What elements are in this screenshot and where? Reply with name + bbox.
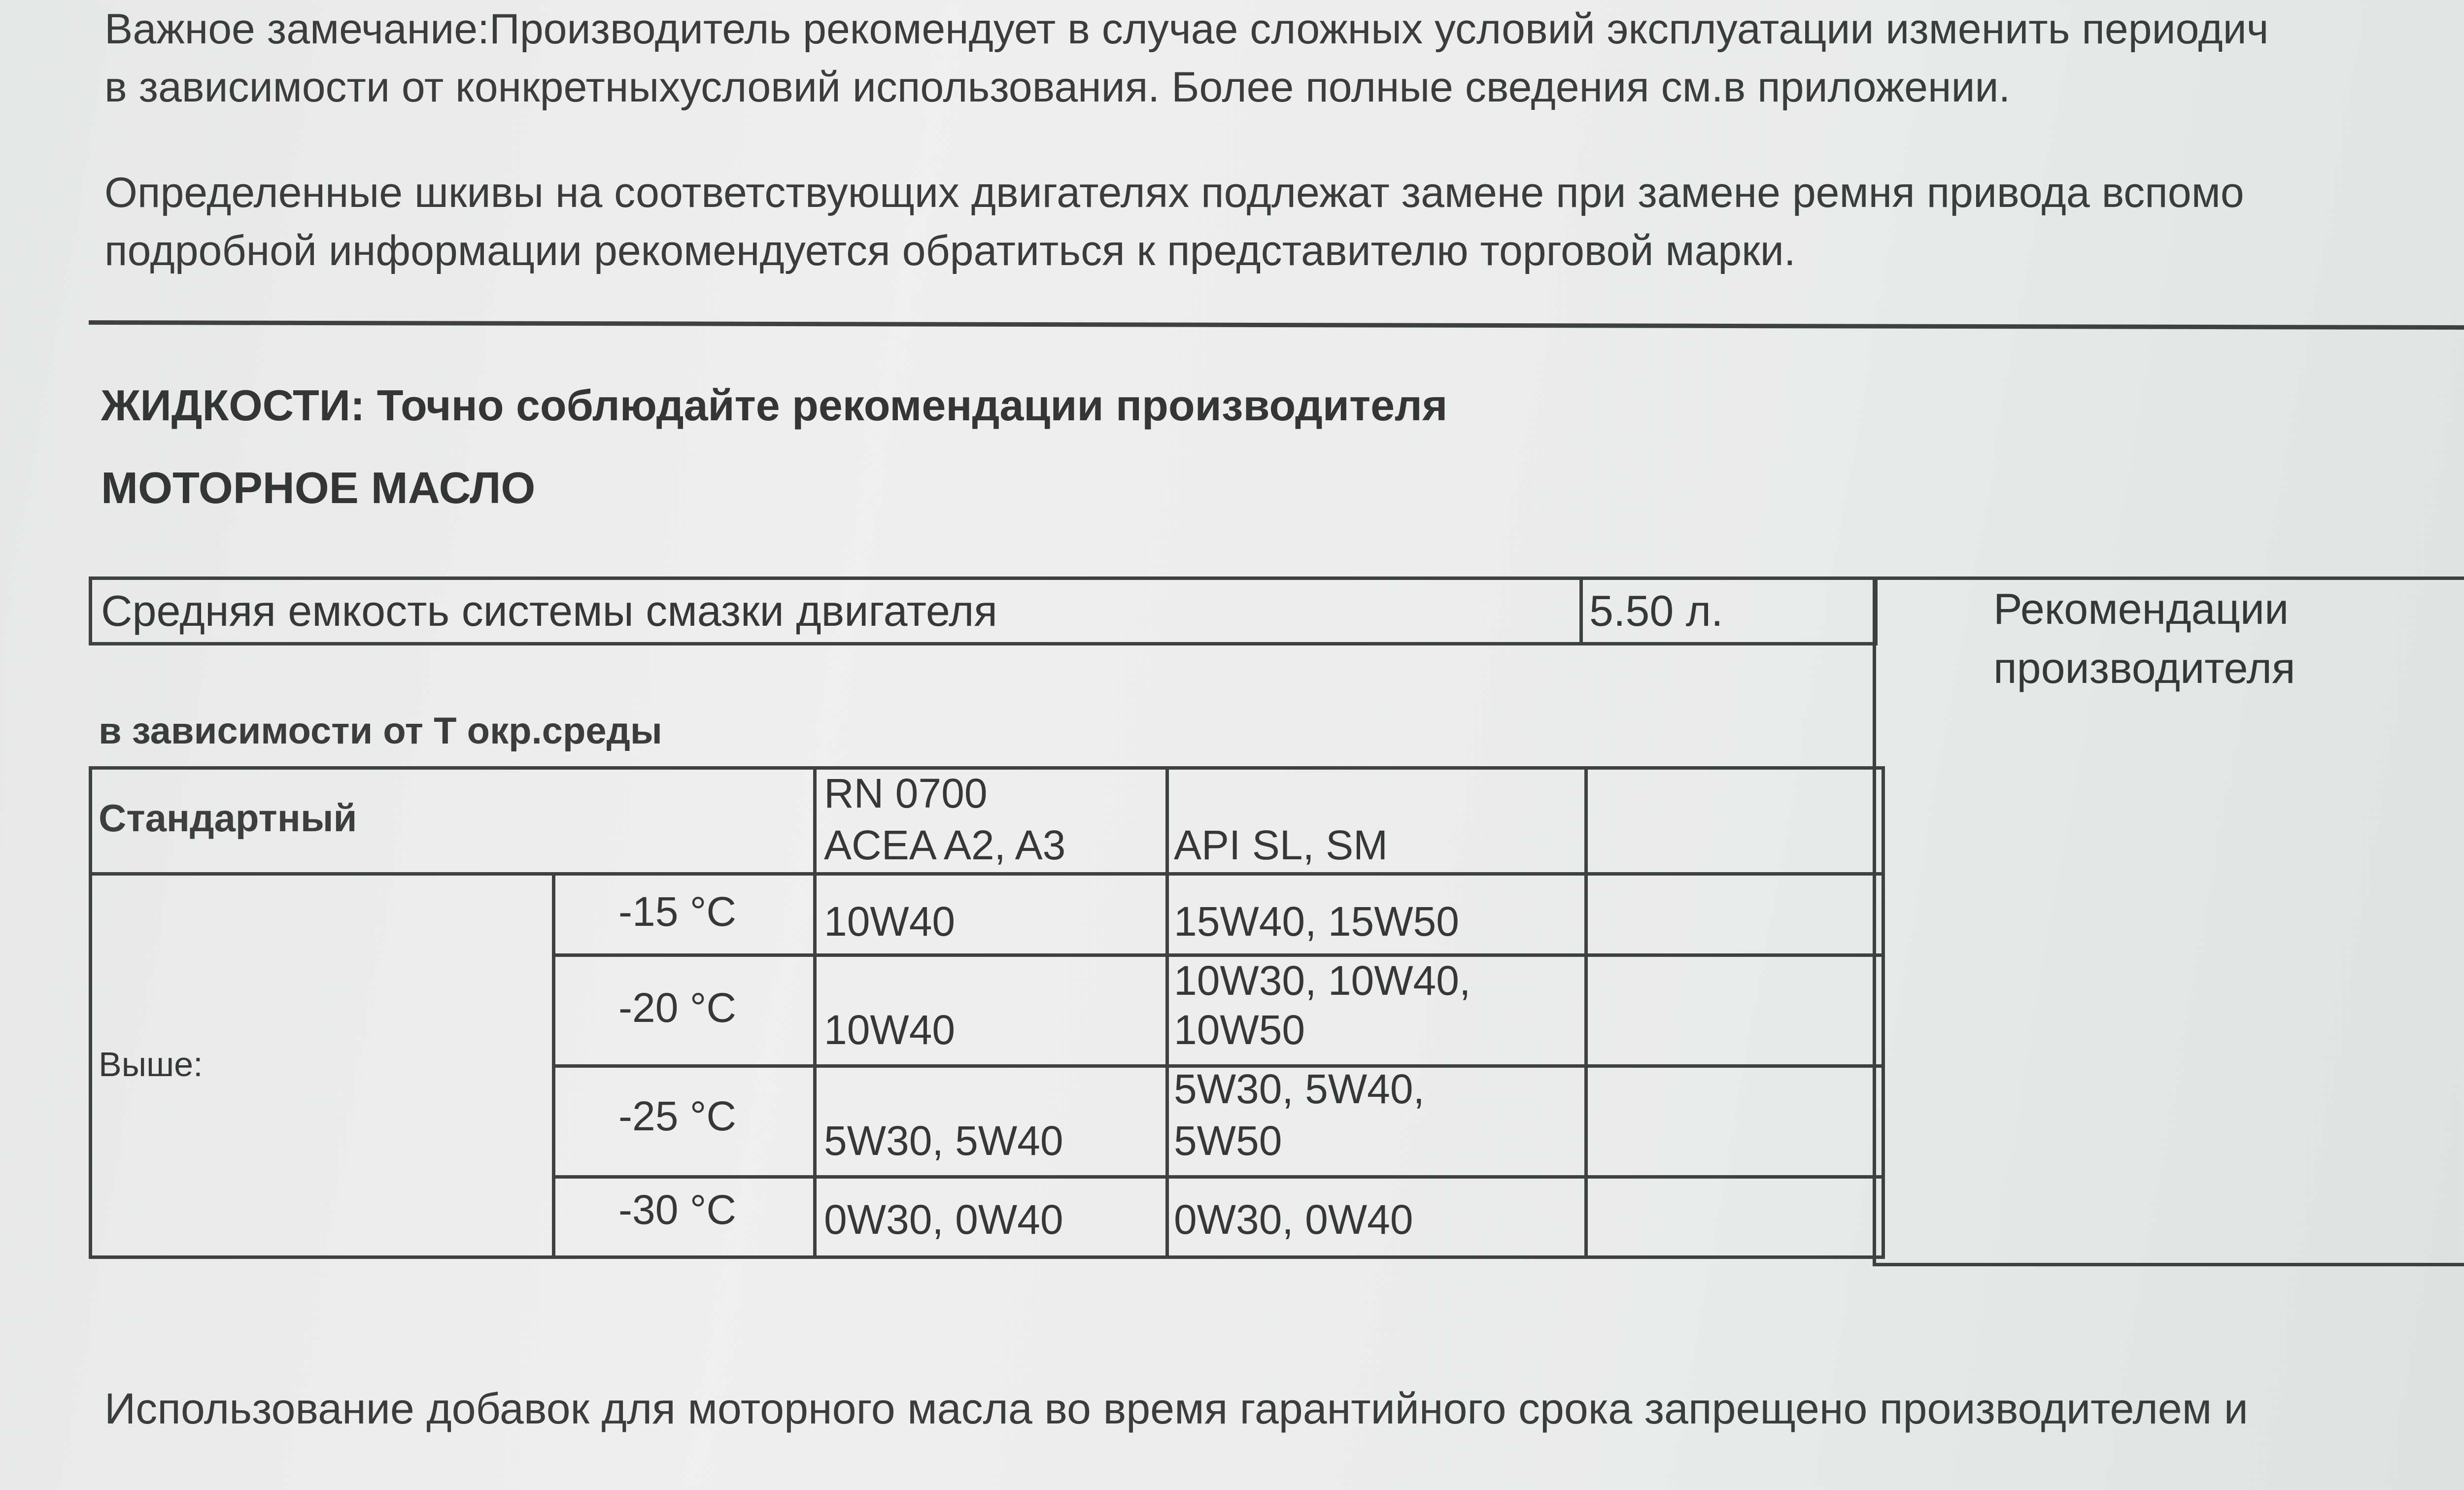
table-header-divider (89, 872, 1885, 876)
recommendations-title-line-2: производителя (1993, 643, 2295, 692)
acea-row-3: 5W30, 5W40 (824, 1118, 1063, 1164)
footer-additives-note: Использование добавок для моторного масла во время гарантийного срока запрещено производителем и (104, 1384, 2248, 1433)
api-row-2-line-2: 10W50 (1174, 1007, 1305, 1053)
api-row-2-line-1: 10W30, 10W40, (1174, 957, 1471, 1004)
capacity-label: Средняя емкость системы смазки двигателя (101, 586, 997, 635)
pulleys-note-line-1: Определенные шкивы на соответствующих двигателях подлежат замене при замене ремня привода вспомо (104, 169, 2244, 216)
table-col-divider-4 (1584, 766, 1588, 1259)
temp-row-1: -15 °C (618, 888, 736, 935)
recommendations-title-line-1: Рекомендации (1993, 584, 2289, 633)
section-divider (89, 320, 2464, 330)
above-label: Выше: (99, 1045, 203, 1084)
table-right-connector (1873, 643, 1876, 771)
capacity-value-divider (1579, 576, 1583, 645)
fluids-heading: ЖИДКОСТИ: Точно соблюдайте рекомендации производителя (101, 381, 1448, 430)
header-spec-line-1: RN 0700 (824, 770, 988, 816)
engine-oil-heading: МОТОРНОЕ МАСЛО (101, 464, 536, 513)
table-row-divider-3 (552, 1175, 1885, 1179)
temp-row-4: -30 °C (618, 1186, 736, 1233)
header-api: API SL, SM (1174, 822, 1388, 868)
temp-row-3: -25 °C (618, 1093, 736, 1139)
acea-row-4: 0W30, 0W40 (824, 1196, 1063, 1243)
acea-row-2: 10W40 (824, 1007, 956, 1053)
acea-row-1: 10W40 (824, 898, 956, 945)
api-row-3-line-1: 5W30, 5W40, (1174, 1066, 1425, 1112)
important-note-line-2: в зависимости от конкретныхусловий использования. Более полные сведения см.в приложении. (104, 64, 2011, 111)
api-row-4: 0W30, 0W40 (1174, 1196, 1413, 1243)
ambient-temperature-label: в зависимости от Т окр.среды (99, 710, 662, 752)
pulleys-note-line-2: подробной информации рекомендуется обратиться к представителю торговой марки. (104, 227, 1796, 274)
table-col-divider-3 (1165, 766, 1169, 1259)
table-col-divider-2 (813, 766, 817, 1259)
header-category: Стандартный (99, 796, 357, 840)
api-row-1: 15W40, 15W50 (1174, 898, 1459, 945)
header-spec-line-2: ACEA A2, A3 (824, 822, 1066, 868)
temp-row-2: -20 °C (618, 984, 736, 1031)
api-row-3-line-2: 5W50 (1174, 1118, 1282, 1164)
capacity-value: 5.50 л. (1589, 586, 1723, 635)
important-note-line-1: Важное замечание:Производитель рекомендует в случае сложных условий эксплуатации изменить периодич (104, 5, 2269, 53)
